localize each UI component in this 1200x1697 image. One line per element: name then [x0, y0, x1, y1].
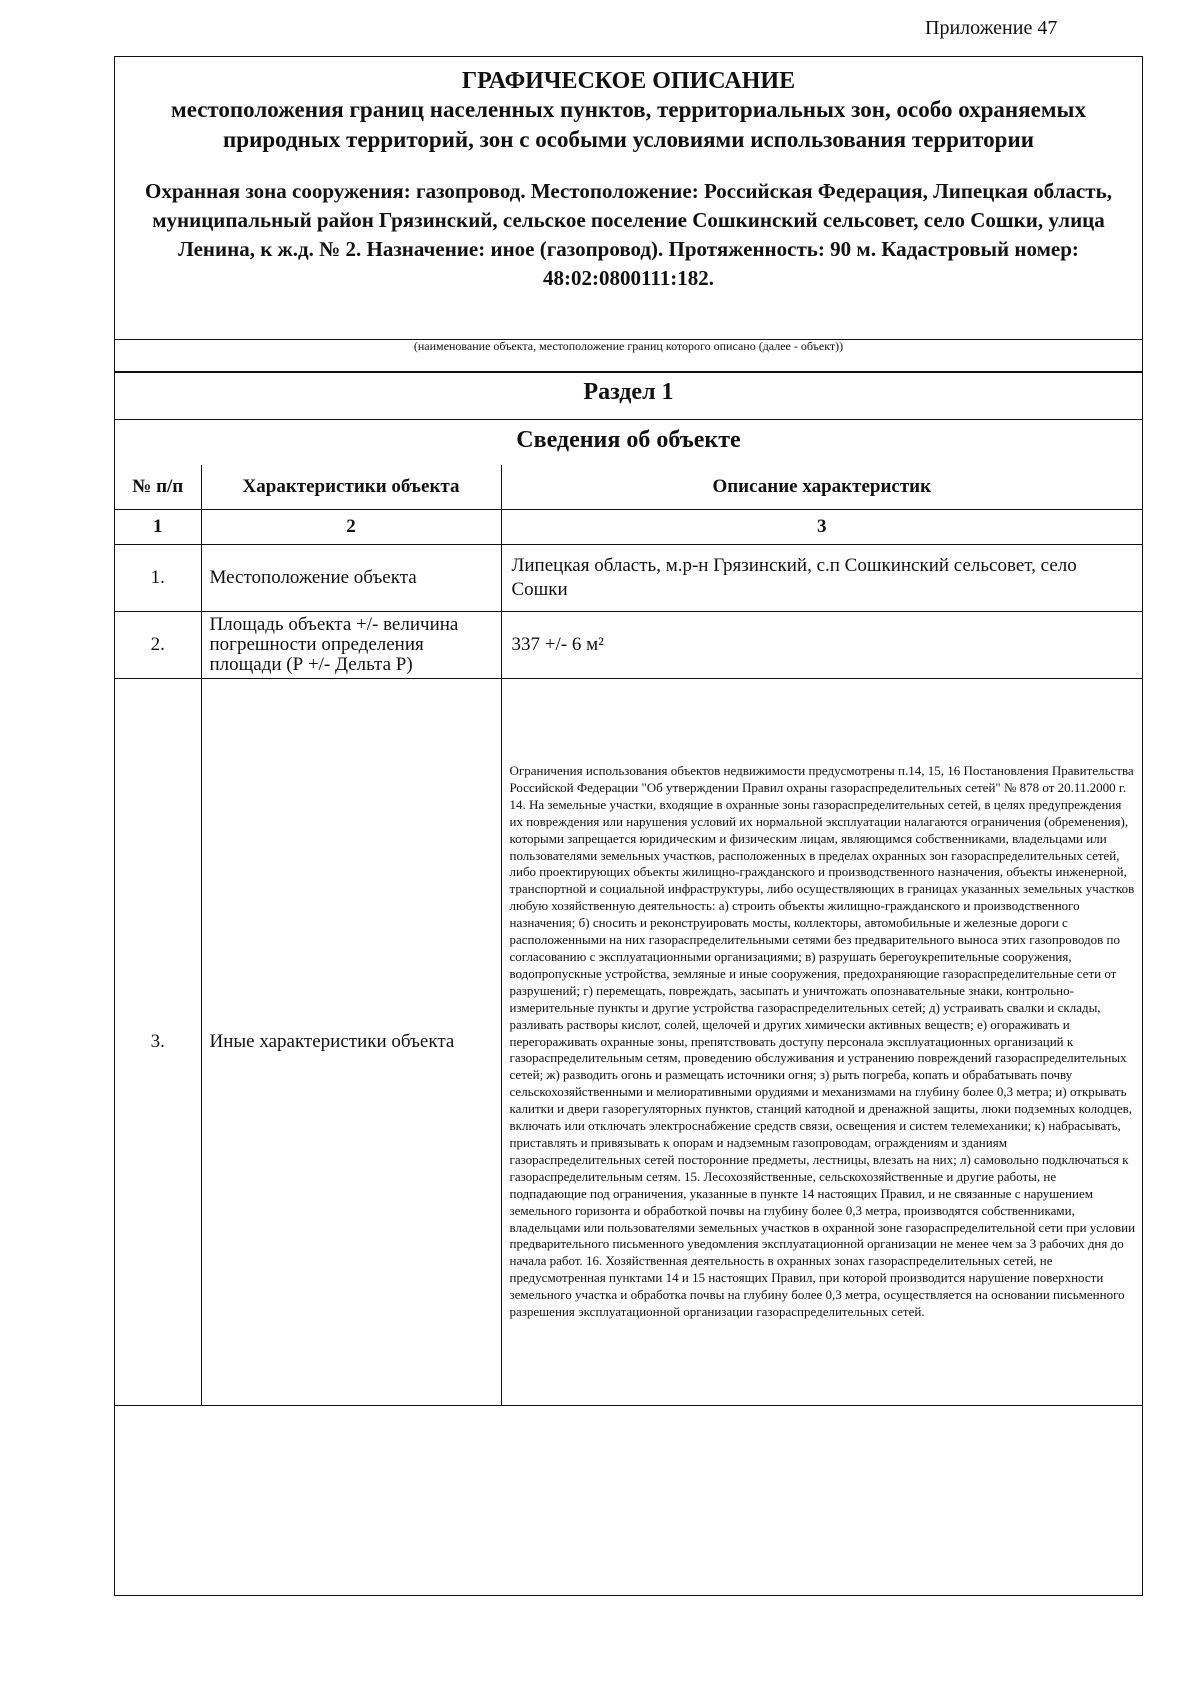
table-row [115, 679, 1142, 1406]
row-characteristic: Местоположение объекта [201, 545, 501, 612]
row-description: Ограничения использования объектов недвижимости предусмотрены п.14, 15, 16 Постановления Правительства Российской Федерации "Об утверждении Правил охраны газораспределительных сетей" № 878 от 20.11.2000 г. 14. На земельные участки, входящие в охранные зоны газораспределительных сетей, в целях предупреждения их повреждения или нарушения условий их нормальной эксплуатации налагаются ограничения (обременения), которыми запрещается юридическим и физическим лицам, являющимся собственниками, владельцами или пользователями земельных участков, расположенных в пределах охранных зон газораспределительных сетей, либо проектирующих объекты жилищно-гражданского и производственного назначения, объекты инженерной, транспортной и социальной инфраструктуры, либо осуществляющих в границах указанных земельных участков любую хозяйственную деятельность: а) строить объекты жилищно-гражданского и производственного назначения; б) сносить и реконструировать мосты, коллекторы, автомобильные и железные дороги с расположенными на них газораспределительными сетями без предварительного выноса этих газопроводов по согласованию с эксплуатационными организациями; в) разрушать берегоукрепительные сооружения, водопропускные устройства, земляные и иные сооружения, предохраняющие газораспределительные сети от разрушений; г) перемещать, повреждать, засыпать и уничтожать опознавательные знаки, контрольно-измерительные пункты и другие устройства газораспределительных сетей; д) устраивать свалки и склады, разливать растворы кислот, солей, щелочей и других химически активных веществ; е) огораживать и перегораживать охранные зоны, препятствовать доступу персонала эксплуатационных организаций к газораспределительным сетям, проведению обслуживания и устранению повреждений газораспределительных сетей; ж) разводить огонь и размещать источники огня; з) рыть погреба, копать и обрабатывать почву сельскохозяйственными и мелиоративными орудиями и механизмами на глубину более 0,3 метра; и) открывать калитки и двери газорегуляторных пунктов, станций катодной и дренажной защиты, люки подземных колодцев, включать или отключать электроснабжение средств связи, освещения и систем телемеханики; к) набрасывать, приставлять и привязывать к опорам и надземным газопроводам, ограждениям и зданиям газораспределительных сетей посторонние предметы, лестницы, влезать на них; л) самовольно подключаться к газораспределительным сетям. 15. Лесохозяйственные, сельскохозяйственные и другие работы, не подпадающие под ограничения, указанные в пункте 14 настоящих Правил, и не связанные с нарушением земельного горизонта и обработкой почвы на глубину более 0,3 метра, производятся собственниками, владельцами или пользователями земельных участков в охранной зоне газораспределительной сети при условии предварительного письменного уведомления эксплуатационной организации не менее чем за 3 рабочих дня до начала работ. 16. Хозяйственная деятельность в охранных зонах газораспределительных сетей, не предусмотренная пунктами 14 и 15 настоящих Правил, при которой производится нарушение поверхности земельного участка и обработка почвы на глубину более 0,3 метра, осуществляется на основании письменного разрешения эксплуатационной организации газораспределительных сетей. [501, 679, 1142, 1406]
table-row [115, 612, 1142, 679]
section-divider [115, 419, 1142, 420]
object-info-table [115, 465, 1142, 1406]
appendix-label: Приложение 47 [925, 17, 1058, 39]
row-number: 1. [115, 545, 201, 612]
column-header-characteristics: Характеристики объекта [201, 465, 501, 510]
row-description: Липецкая область, м.р-н Грязинский, с.п Сошкинский сельсовет, село Сошки [501, 545, 1142, 612]
document-header [115, 57, 1142, 337]
row-number: 2. [115, 612, 201, 679]
table-header-row [115, 465, 1142, 510]
column-number: 1 [115, 510, 201, 545]
document-subtitle: местоположения границ населенных пунктов, территориальных зон, особо охраняемых природных территорий, зон с особыми условиями использования территории [171, 97, 1086, 152]
section-number: Раздел 1 [583, 379, 674, 405]
row-characteristic: Иные характеристики объекта [201, 679, 501, 1406]
column-header-description: Описание характеристик [501, 465, 1142, 510]
section-title: Сведения об объекте [516, 427, 741, 453]
row-number: 3. [115, 679, 201, 1406]
table-row [115, 545, 1142, 612]
column-header-number: № п/п [115, 465, 201, 510]
object-caption: (наименование объекта, местоположение границ которого описано (далее - объект)) [413, 339, 844, 353]
column-number: 2 [201, 510, 501, 545]
caption-divider-2 [115, 372, 1142, 373]
document-frame [114, 56, 1143, 1596]
column-numbers-row [115, 510, 1142, 545]
row-characteristic: Площадь объекта +/- величина погрешности определения площади (Р +/- Дельта Р) [201, 612, 501, 679]
column-number: 3 [501, 510, 1142, 545]
row-description: 337 +/- 6 м² [501, 612, 1142, 679]
object-name: Охранная зона сооружения: газопровод. Местоположение: Российская Федерация, Липецкая область, муниципальный район Грязинский, сельское поселение Сошкинский сельсовет, село Сошки, улица Ленина, к ж.д. № 2. Назначение: иное (газопровод). Протяженность: 90 м. Кадастровый номер: 48:02:0800111:182. [145, 179, 1112, 290]
document-title: ГРАФИЧЕСКОЕ ОПИСАНИЕ [461, 68, 796, 94]
